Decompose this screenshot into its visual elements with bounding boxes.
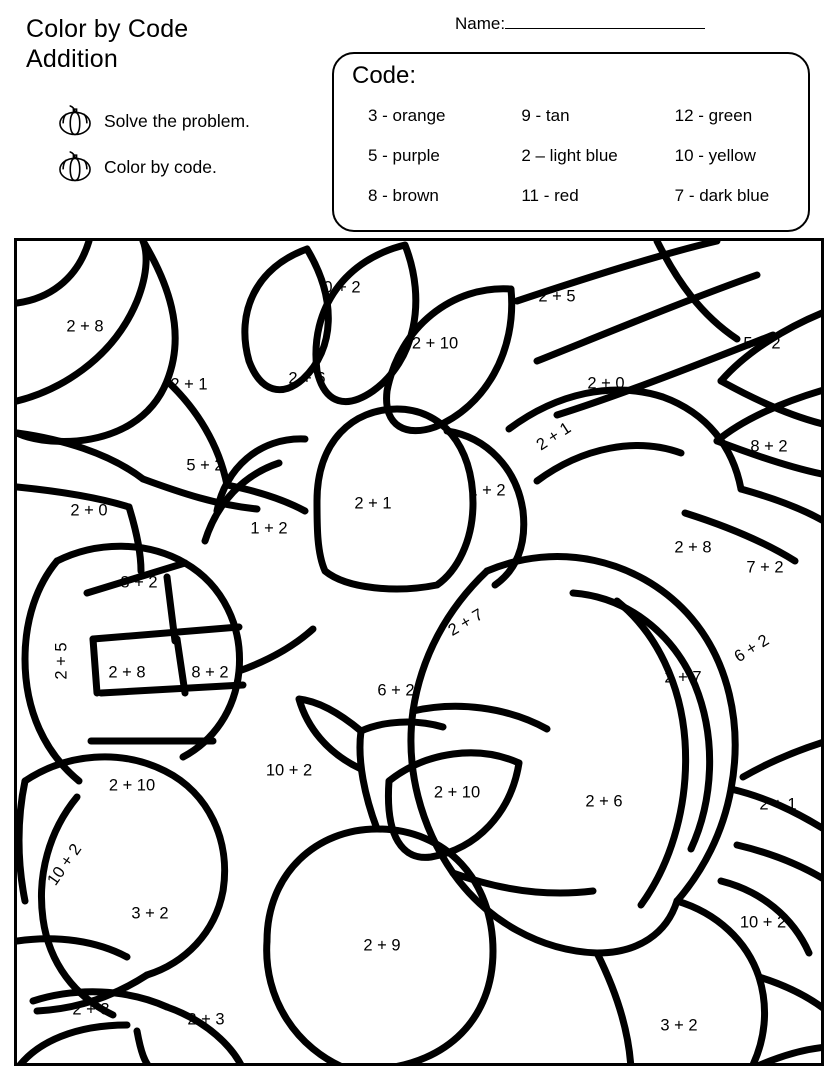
code-entry: 7 - dark blue (674, 186, 770, 205)
problem-label: 7 + 2 (746, 558, 784, 577)
problem-label: 2 + 8 (66, 317, 104, 336)
code-entry: 9 - tan (521, 106, 570, 125)
problem-label: 2 + 1 (354, 494, 392, 513)
problem-label: 10 + 2 (739, 913, 787, 932)
problem-label: 8 + 2 (120, 573, 158, 592)
problem-label: 2 + 9 (363, 936, 401, 955)
problem-label: 2 + 0 (70, 501, 108, 520)
problem-label: 8 + 2 (191, 663, 229, 682)
problem-label: 2 + 8 (674, 538, 712, 557)
problem-label: 2 + 0 (587, 374, 625, 393)
code-legend-box (332, 52, 810, 232)
problem-label: 1 + 2 (250, 519, 288, 538)
instruction-text-1: Solve the problem. (104, 110, 250, 131)
instructions-list (56, 98, 336, 190)
problem-label: 2 + 6 (585, 792, 623, 811)
code-entry: 10 - yellow (674, 146, 756, 165)
code-legend-grid (352, 106, 794, 226)
code-entry: 8 - brown (368, 186, 439, 205)
problem-label: 3 + 2 (660, 1016, 698, 1035)
problem-label: 2 + 10 (433, 783, 481, 802)
problem-label: 2 + 7 (445, 605, 487, 640)
problem-label: 2 + 7 (664, 668, 702, 687)
page-title-line2: Addition (26, 45, 118, 73)
code-entry: 2 – light blue (521, 146, 618, 165)
code-entry: 5 - purple (368, 146, 440, 165)
problem-label: 6 + 2 (377, 681, 415, 700)
name-field-row (455, 14, 705, 34)
problem-label: 2 + 5 (52, 642, 71, 680)
problem-label: 2 + 5 (538, 287, 576, 306)
problem-label: 5 + 2 (743, 334, 781, 353)
problem-label: 2 + 3 (187, 1010, 225, 1029)
problem-label: 5 + 2 (186, 456, 224, 475)
pumpkin-icon (56, 150, 94, 184)
name-input-line[interactable] (505, 15, 705, 29)
code-entry: 3 - orange (368, 106, 446, 125)
instruction-item-2 (56, 144, 336, 190)
page-title (26, 14, 326, 74)
problem-label: 2 + 1 (170, 375, 208, 394)
problem-label: 2 + 8 (108, 663, 146, 682)
instruction-item-1 (56, 98, 336, 144)
problem-label: 2 + 3 (72, 1000, 110, 1019)
coloring-picture-frame (14, 238, 824, 1066)
problem-label: 0 + 2 (323, 278, 361, 297)
code-entry: 11 - red (521, 186, 579, 205)
problem-label: 1 + 2 (468, 481, 506, 500)
problem-label: 2 + 1 (533, 418, 575, 455)
problem-label: 2 + 10 (108, 776, 156, 795)
problem-label: 2 + 1 (759, 795, 797, 814)
problem-label: 2 + 6 (288, 369, 326, 388)
problem-label: 8 + 2 (750, 437, 788, 456)
problem-label: 10 + 2 (265, 761, 313, 780)
problem-label: 10 + 2 (43, 840, 86, 889)
problem-label: 3 + 2 (131, 904, 169, 923)
cornucopia-line-art (17, 241, 824, 1066)
code-entry: 12 - green (674, 106, 753, 125)
instruction-text-2: Color by code. (104, 156, 217, 177)
pumpkin-icon (56, 104, 94, 138)
problem-label: 2 + 10 (411, 334, 459, 353)
name-label: Name: (455, 14, 506, 33)
code-legend-title: Code: (352, 62, 417, 89)
page-title-line1: Color by Code (26, 15, 189, 43)
problem-label: 6 + 2 (731, 631, 773, 667)
